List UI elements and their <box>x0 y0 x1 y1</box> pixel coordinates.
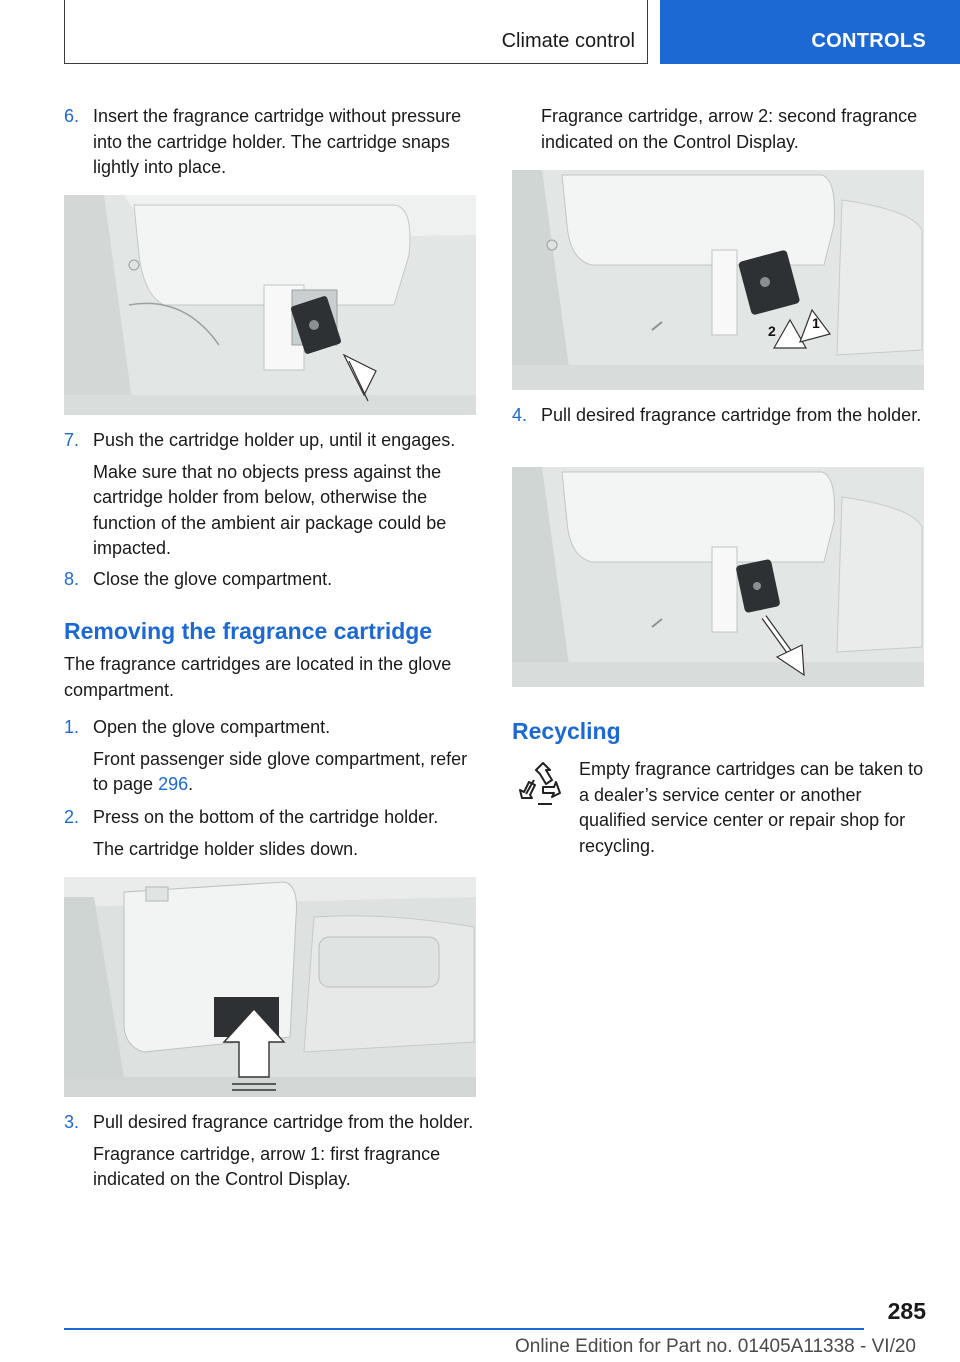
step-3-continued: Fragrance cartridge, arrow 2: second fragrance indicated on the Control Display. <box>541 106 918 152</box>
step-7 <box>64 428 476 562</box>
step-2 <box>64 805 476 862</box>
note-text: Front passenger side glove compartment, refer to page <box>93 748 468 794</box>
removing-intro: The fragrance cartridges are located in the glove compartment. <box>64 654 452 700</box>
header-section-tab[interactable] <box>660 0 960 64</box>
figure-insert-cartridge <box>64 195 476 415</box>
step-note <box>93 747 476 798</box>
step-number: 1. <box>64 717 80 737</box>
page-number: 285 <box>887 1298 926 1324</box>
step-number: 2. <box>64 807 80 827</box>
step-number: 3. <box>64 1112 80 1132</box>
step-8 <box>64 567 476 593</box>
step-text: Close the glove compartment. <box>93 569 333 589</box>
step-3 <box>64 1110 476 1193</box>
step-text: Pull desired fragrance cartridge from the holder. <box>93 1112 474 1132</box>
step-number: 6. <box>64 106 80 126</box>
step-text: Push the cartridge holder up, until it engages. <box>93 430 456 450</box>
page-link-296[interactable]: 296 <box>158 774 189 794</box>
removing-heading: Removing the fragrance cartridge <box>64 618 433 644</box>
step-number: 8. <box>64 569 80 589</box>
step-1 <box>64 715 476 798</box>
footer-rule <box>64 1328 864 1330</box>
step-text: Open the glove compartment. <box>93 717 331 737</box>
chapter-title: Climate control <box>501 30 635 52</box>
header-chapter-box <box>64 0 648 64</box>
arrow-label-1: 1 <box>812 315 820 331</box>
step-6 <box>64 104 476 181</box>
figure-fragrance-arrows <box>512 170 924 390</box>
recycling-heading: Recycling <box>512 718 621 744</box>
step-text: Press on the bottom of the cartridge holder. <box>93 807 439 827</box>
section-title: CONTROLS <box>811 30 926 52</box>
step-text: Insert the fragrance cartridge without pressure into the cartridge holder. The cartridge snaps lightly into place. <box>93 106 462 177</box>
edition-text: Online Edition for Part no. 01405A11338 - VI/20 <box>514 1336 916 1357</box>
arrow-label-2: 2 <box>768 323 776 339</box>
note-punctuation: . <box>188 774 194 794</box>
recycling-paragraph: Empty fragrance cartridges can be taken to a dealer’s service center or another qualified service center or repair shop for recycling. <box>579 759 924 856</box>
step-note: The cartridge holder slides down. <box>93 838 359 859</box>
step-note: Fragrance cartridge, arrow 1: first fragrance indicated on the Control Display. <box>93 1143 441 1189</box>
step-4 <box>512 403 924 429</box>
figure-holder-slides-down <box>64 877 476 1097</box>
step-text: Pull desired fragrance cartridge from the holder. <box>541 405 922 425</box>
step-note: Make sure that no objects press against the cartridge holder from below, otherwise the function of the ambient air package could be impacted. <box>93 461 447 558</box>
recycling-text <box>512 757 924 859</box>
step-number: 7. <box>64 430 80 450</box>
figure-pull-cartridge <box>512 467 924 687</box>
step-number: 4. <box>512 405 528 425</box>
